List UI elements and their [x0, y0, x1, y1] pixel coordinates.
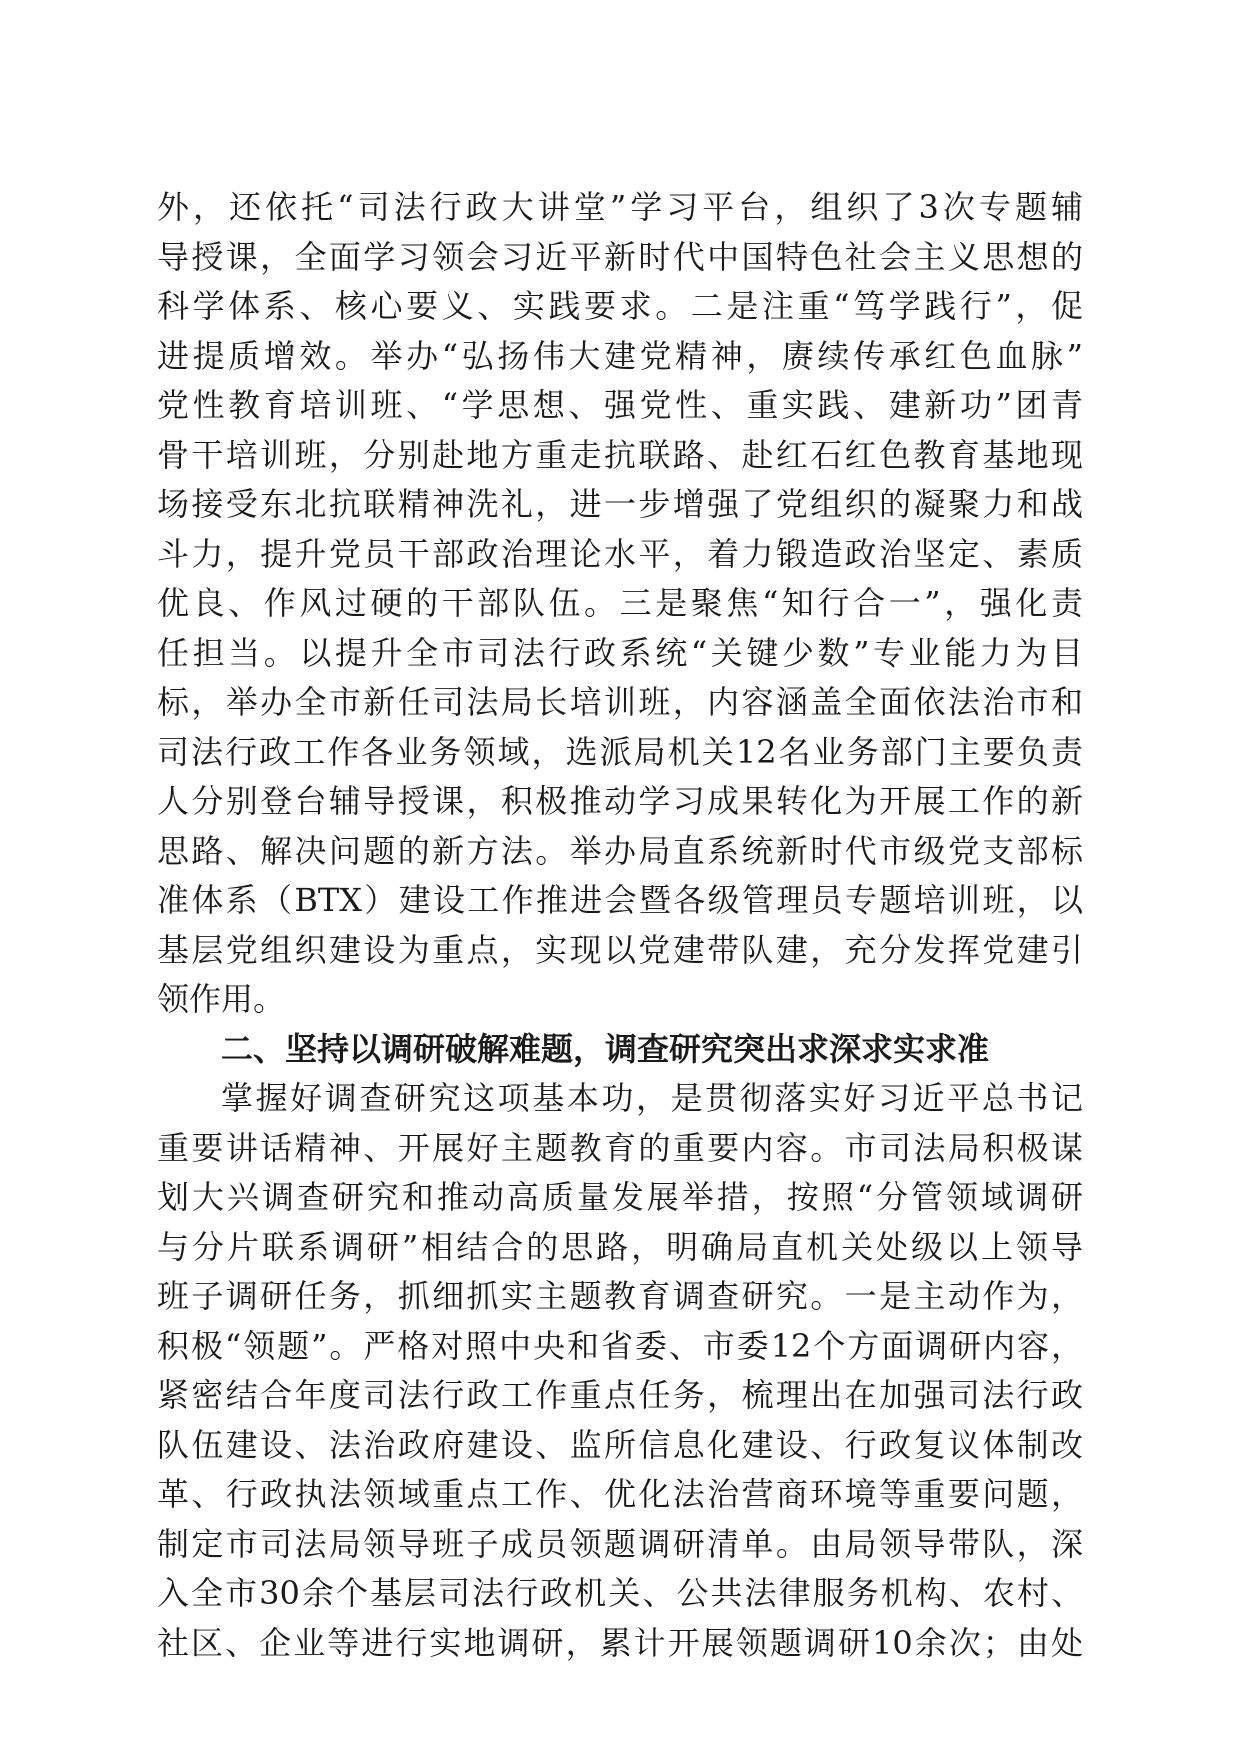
paragraph-line: 任担当。以提升全市司法行政系统“关键少数”专业能力为目 [157, 633, 1083, 672]
section-heading: 二、坚持以调研破解难题，调查研究突出求深求实求准 [221, 1029, 990, 1068]
paragraph-line: 划大兴调查研究和推动高质量发展举措，按照“分管领域调研 [157, 1178, 1083, 1216]
paragraph-line: 紧密结合年度司法行政工作重点任务，梳理出在加强司法行政 [157, 1376, 1083, 1414]
paragraph-line: 人分别登台辅导授课，积极推动学习成果转化为开展工作的新 [157, 782, 1083, 820]
paragraph-line: 标，举办全市新任司法局长培训班，内容涵盖全面依法治市和 [157, 683, 1083, 721]
paragraph-line: 进提质增效。举办“弘扬伟大建党精神，赓续传承红色血脉” [157, 336, 1083, 375]
paragraph-line: 社区、企业等进行实地调研，累计开展领题调研10余次；由处 [157, 1623, 1083, 1662]
paragraph-1 [157, 183, 1083, 1025]
paragraph-line: 队伍建设、法治政府建设、监所信息化建设、行政复议体制改 [157, 1425, 1083, 1464]
paragraph-line: 场接受东北抗联精神洗礼，进一步增强了党组织的凝聚力和战 [157, 485, 1083, 523]
paragraph-line: 外，还依托“司法行政大讲堂”学习平台，组织了3次专题辅 [157, 188, 1083, 226]
document-body [157, 183, 1083, 1668]
paragraph-line: 司法行政工作各业务领域，选派局机关12名业务部门主要负责 [157, 732, 1083, 771]
paragraph-line: 导授课，全面学习领会习近平新时代中国特色社会主义思想的 [157, 237, 1083, 276]
paragraph-line: 积极“领题”。严格对照中央和省委、市委12个方面调研内容， [157, 1326, 1083, 1365]
paragraph-line: 思路、解决问题的新方法。举办局直系统新时代市级党支部标 [157, 831, 1083, 870]
paragraph-line: 领作用。 [157, 980, 286, 1018]
paragraph-line: 基层党组织建设为重点，实现以党建带队建，充分发挥党建引 [157, 930, 1083, 969]
paragraph-line: 与分片联系调研”相结合的思路，明确局直机关处级以上领导 [157, 1227, 1083, 1266]
paragraph-line: 入全市30余个基层司法行政机关、公共法律服务机构、农村、 [157, 1574, 1083, 1612]
paragraph-line: 优良、作风过硬的干部队伍。三是聚焦“知行合一”，强化责 [157, 584, 1083, 622]
paragraph-line: 骨干培训班，分别赴地方重走抗联路、赴红石红色教育基地现 [157, 435, 1083, 474]
paragraph-line: 重要讲话精神、开展好主题教育的重要内容。市司法局积极谋 [157, 1128, 1083, 1167]
paragraph-line: 党性教育培训班、“学思想、强党性、重实践、建新功”团青 [157, 386, 1083, 424]
paragraph-line: 掌握好调查研究这项基本功，是贯彻落实好习近平总书记 [221, 1079, 1083, 1117]
paragraph-line: 制定市司法局领导班子成员领题调研清单。由局领导带队，深 [157, 1524, 1083, 1563]
paragraph-line: 革、行政执法领域重点工作、优化法治营商环境等重要问题， [157, 1475, 1083, 1513]
paragraph-line: 斗力，提升党员干部政治理论水平，着力锻造政治坚定、素质 [157, 534, 1083, 573]
paragraph-line: 准体系（BTX）建设工作推进会暨各级管理员专题培训班，以 [157, 881, 1083, 919]
paragraph-line: 科学体系、核心要义、实践要求。二是注重“笃学践行”，促 [157, 287, 1083, 325]
paragraph-line: 班子调研任务，抓细抓实主题教育调查研究。一是主动作为， [157, 1277, 1083, 1315]
paragraph-2 [157, 1074, 1083, 1668]
